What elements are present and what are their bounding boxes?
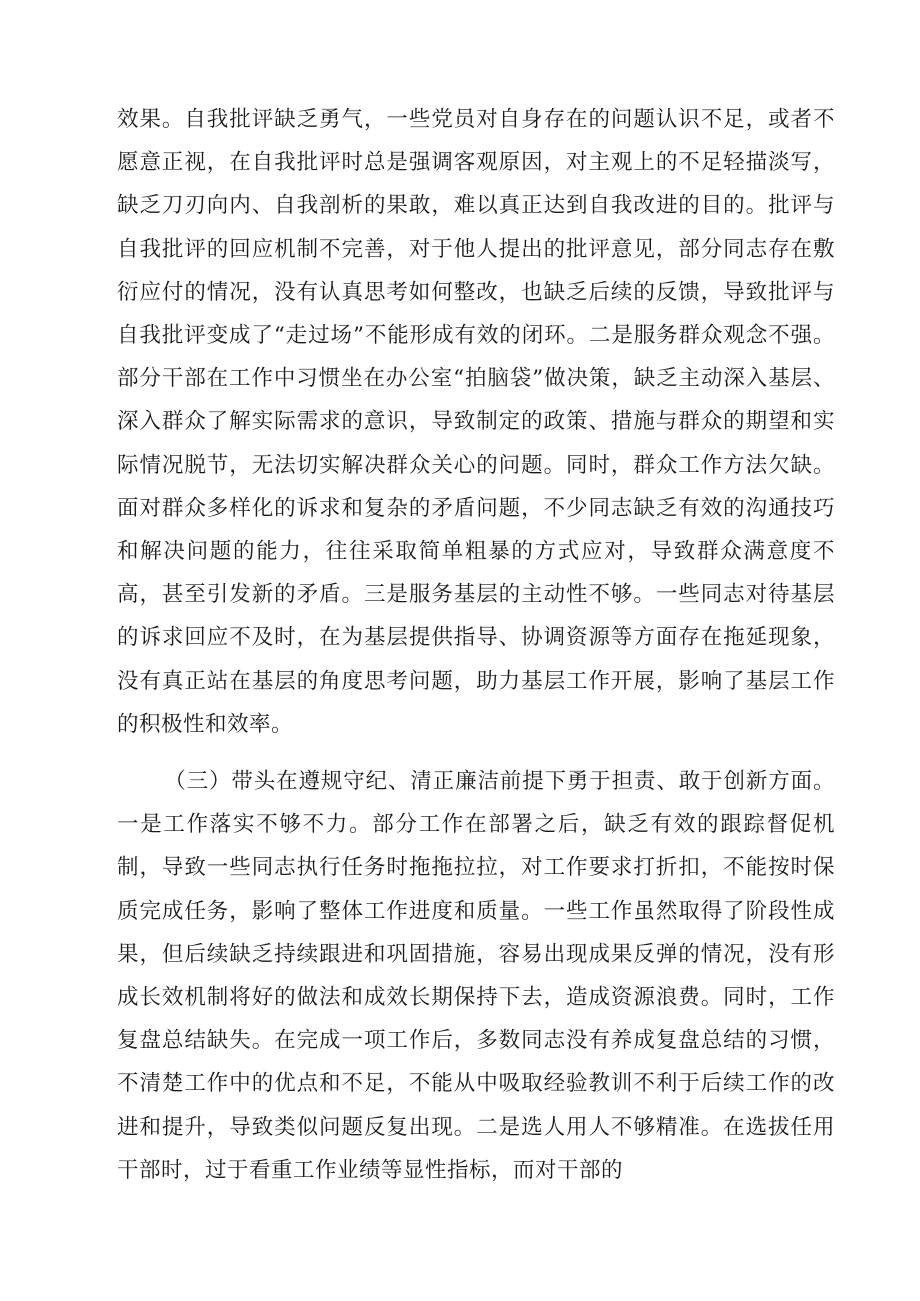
body-text	[117, 98, 835, 1192]
paragraph-section-three: （三）带头在遵规守纪、清正廉洁前提下勇于担责、敢于创新方面。一是工作落实不够不力。部分工作在部署之后，缺乏有效的跟踪督促机制，导致一些同志执行任务时拖拖拉拉，对工作要求打折扣，不能按时保质完成任务，影响了整体工作进度和质量。一些工作虽然取得了阶段性成果，但后续缺乏持续跟进和巩固措施，容易出现成果反弹的情况，没有形成长效机制将好的做法和成效长期保持下去，造成资源浪费。同时，工作复盘总结缺失。在完成一项工作后，多数同志没有养成复盘总结的习惯，不清楚工作中的优点和不足，不能从中吸取经验教训不利于后续工作的改进和提升，导致类似问题反复出现。二是选人用人不够精准。在选拔任用干部时，过于看重工作业绩等显性指标，而对干部的	[117, 769, 835, 1183]
paragraph-continuation: 效果。自我批评缺乏勇气，一些党员对自身存在的问题认识不足，或者不愿意正视，在自我批评时总是强调客观原因，对主观上的不足轻描淡写，缺乏刀刃向内、自我剖析的果敢，难以真正达到自我改进的目的。批评与自我批评的回应机制不完善，对于他人提出的批评意见，部分同志存在敷衍应付的情况，没有认真思考如何整改，也缺乏后续的反馈，导致批评与自我批评变成了“走过场”不能形成有效的闭环。二是服务群众观念不强。部分干部在工作中习惯坐在办公室“拍脑袋”做决策，缺乏主动深入基层、深入群众了解实际需求的意识，导致制定的政策、措施与群众的期望和实际情况脱节，无法切实解决群众关心的问题。同时，群众工作方法欠缺。面对群众多样化的诉求和复杂的矛盾问题，不少同志缺乏有效的沟通技巧和解决问题的能力，往往采取简单粗暴的方式应对，导致群众满意度不高，甚至引发新的矛盾。三是服务基层的主动性不够。一些同志对待基层的诉求回应不及时，在为基层提供指导、协调资源等方面存在拖延现象，没有真正站在基层的角度思考问题，助力基层工作开展，影响了基层工作的积极性和效率。	[117, 107, 835, 737]
